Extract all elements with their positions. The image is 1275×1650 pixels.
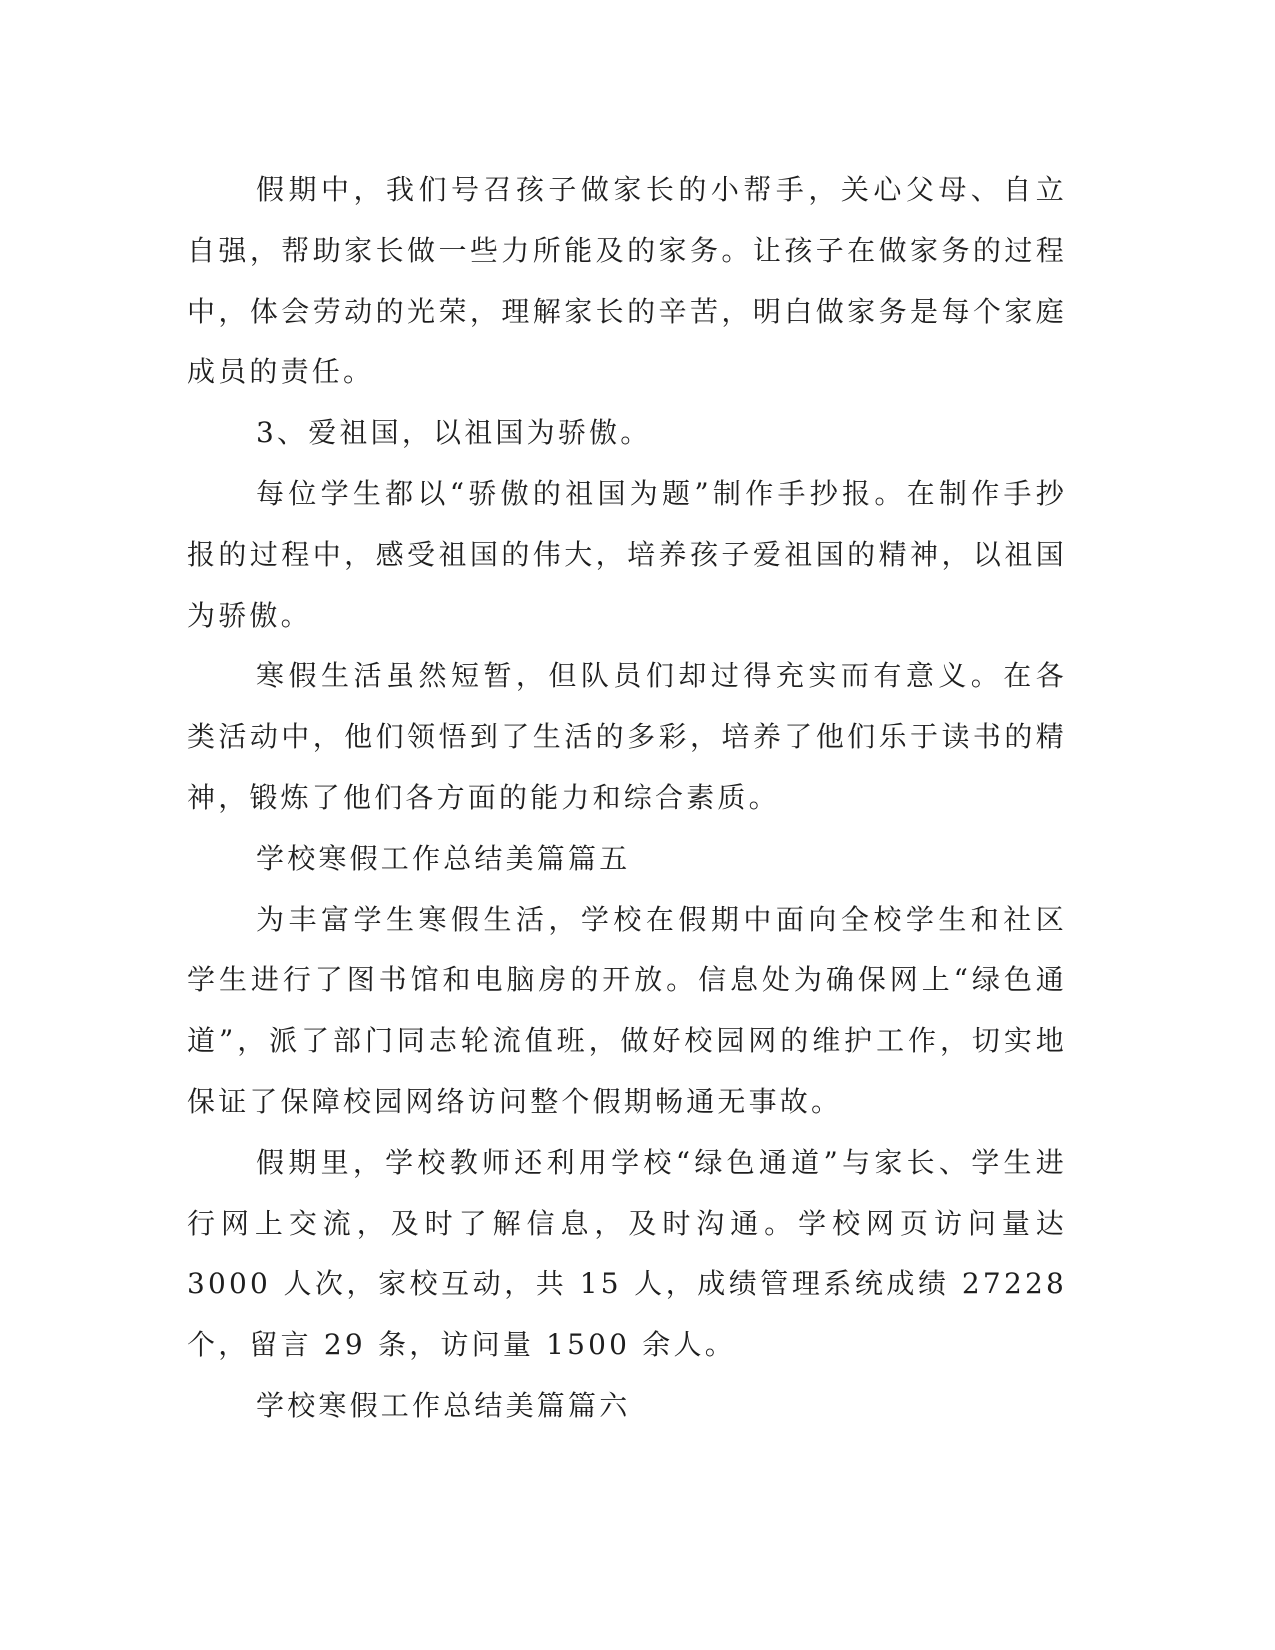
paragraph-green-channel-stats: 假期里，学校教师还利用学校“绿色通道”与家长、学生进行网上交流，及时了解信息，及时沟通。学校网页访问量达 3000 人次，家校互动，共 15 人，成绩管理系统成绩 27228 个，留言 29 条，访问量 1500 余人。 xyxy=(187,1145,1067,1362)
document-body xyxy=(187,160,1067,1437)
article-title-part-six: 学校寒假工作总结美篇篇六 xyxy=(256,1388,631,1422)
paragraph-handwritten-newspaper: 每位学生都以“骄傲的祖国为题”制作手抄报。在制作手抄报的过程中，感受祖国的伟大，培养孩子爱祖国的精神，以祖国为骄傲。 xyxy=(187,476,1067,632)
paragraph-winter-life-summary: 寒假生活虽然短暂，但队员们却过得充实而有意义。在各类活动中，他们领悟到了生活的多彩，培养了他们乐于读书的精神，锻炼了他们各方面的能力和综合素质。 xyxy=(187,659,1067,814)
paragraph-housework: 假期中，我们号召孩子做家长的小帮手，关心父母、自立自强，帮助家长做一些力所能及的家务。让孩子在做家务的过程中，体会劳动的光荣，理解家长的辛苦，明白做家务是每个家庭成员的责任。 xyxy=(187,173,1067,389)
article-title-part-five: 学校寒假工作总结美篇篇五 xyxy=(256,841,631,875)
paragraph-library-opening: 为丰富学生寒假生活，学校在假期中面向全校学生和社区学生进行了图书馆和电脑房的开放。信息处为确保网上“绿色通道”，派了部门同志轮流值班，做好校园网的维护工作，切实地保证了保障校园网络访问整个假期畅通无事故。 xyxy=(187,902,1067,1118)
section-heading-love-country: 3、爱祖国，以祖国为骄傲。 xyxy=(256,416,652,450)
